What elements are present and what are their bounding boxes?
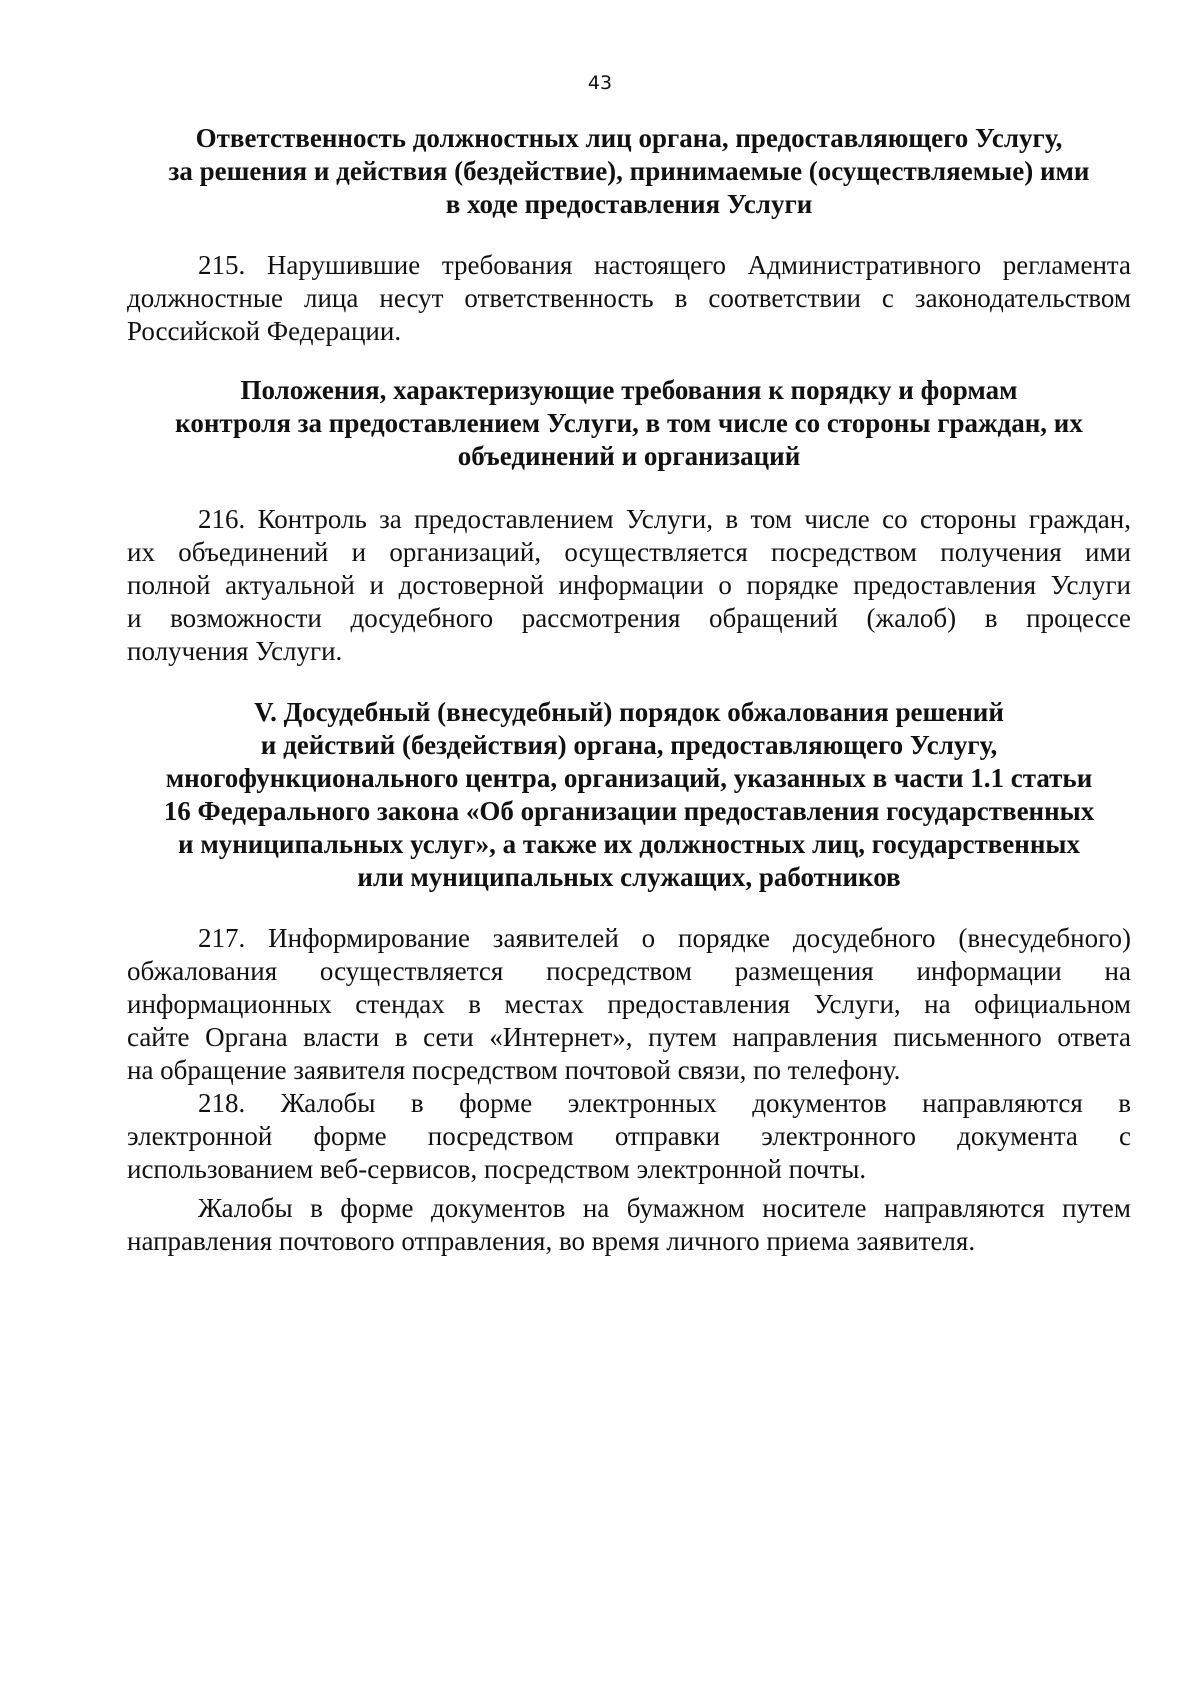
paragraph-line: полной актуальной и достоверной информации о порядке предоставления Услуги — [127, 570, 1131, 600]
section-heading-appeal — [127, 696, 1131, 894]
section-heading-responsibility — [127, 122, 1131, 221]
heading-line: многофункционального центра, организаций, указанных в части 1.1 статьи — [165, 763, 1093, 793]
paragraph-line: Жалобы в форме документов на бумажном носителе направляются путем — [198, 1193, 1131, 1223]
paragraph-line: 215. Нарушившие требования настоящего Административного регламента — [198, 250, 1131, 280]
heading-line: 16 Федерального закона «Об организации предоставления государственных — [163, 796, 1095, 826]
heading-line: Положения, характеризующие требования к порядку и формам — [240, 375, 1018, 405]
paragraph-line: электронной форме посредством отправки электронного документа с — [127, 1121, 1131, 1151]
paragraph-line: Российской Федерации. — [127, 316, 402, 346]
paragraph-paper-complaints — [127, 1192, 1131, 1258]
page-number: 43 — [587, 72, 613, 94]
paragraph-line: сайте Органа власти в сети «Интернет», путем направления письменного ответа — [127, 1022, 1131, 1052]
heading-line: за решения и действия (бездействие), принимаемые (осуществляемые) ими — [168, 156, 1090, 186]
heading-line: и муниципальных услуг», а также их должностных лиц, государственных — [178, 829, 1080, 859]
paragraph-line: должностные лица несут ответственность в соответствии с законодательством — [127, 283, 1131, 313]
page-content — [127, 122, 1131, 1258]
heading-line: V. Досудебный (внесудебный) порядок обжалования решений — [254, 697, 1004, 727]
paragraph-line: на обращение заявителя посредством почтовой связи, по телефону. — [127, 1055, 901, 1085]
heading-line: в ходе предоставления Услуги — [445, 189, 813, 219]
paragraph-line: получения Услуги. — [127, 636, 343, 666]
heading-line: или муниципальных служащих, работников — [357, 862, 901, 892]
heading-line: Ответственность должностных лиц органа, предоставляющего Услугу, — [195, 123, 1063, 153]
paragraph-line: 218. Жалобы в форме электронных документов направляются в — [198, 1088, 1131, 1118]
paragraph-216 — [127, 503, 1131, 668]
paragraph-line: 217. Информирование заявителей о порядке досудебного (внесудебного) — [198, 923, 1131, 953]
paragraph-line: и возможности досудебного рассмотрения обращений (жалоб) в процессе — [127, 603, 1131, 633]
paragraph-215 — [127, 249, 1131, 348]
heading-line: и действий (бездействия) органа, предоставляющего Услугу, — [260, 730, 998, 760]
paragraph-line: использованием веб-сервисов, посредством электронной почты. — [127, 1154, 867, 1184]
heading-line: контроля за предоставлением Услуги, в том числе со стороны граждан, их — [175, 408, 1083, 438]
paragraph-line: обжалования осуществляется посредством размещения информации на — [127, 956, 1131, 986]
paragraph-line: направления почтового отправления, во время личного приема заявителя. — [127, 1226, 976, 1256]
paragraph-line: 216. Контроль за предоставлением Услуги, в том числе со стороны граждан, — [198, 504, 1131, 534]
heading-line: объединений и организаций — [457, 441, 801, 471]
paragraph-217 — [127, 922, 1131, 1087]
paragraph-218 — [127, 1087, 1131, 1186]
paragraph-line: их объединений и организаций, осуществляется посредством получения ими — [127, 537, 1131, 567]
section-heading-control — [127, 374, 1131, 473]
paragraph-line: информационных стендах в местах предоставления Услуги, на официальном — [127, 989, 1131, 1019]
